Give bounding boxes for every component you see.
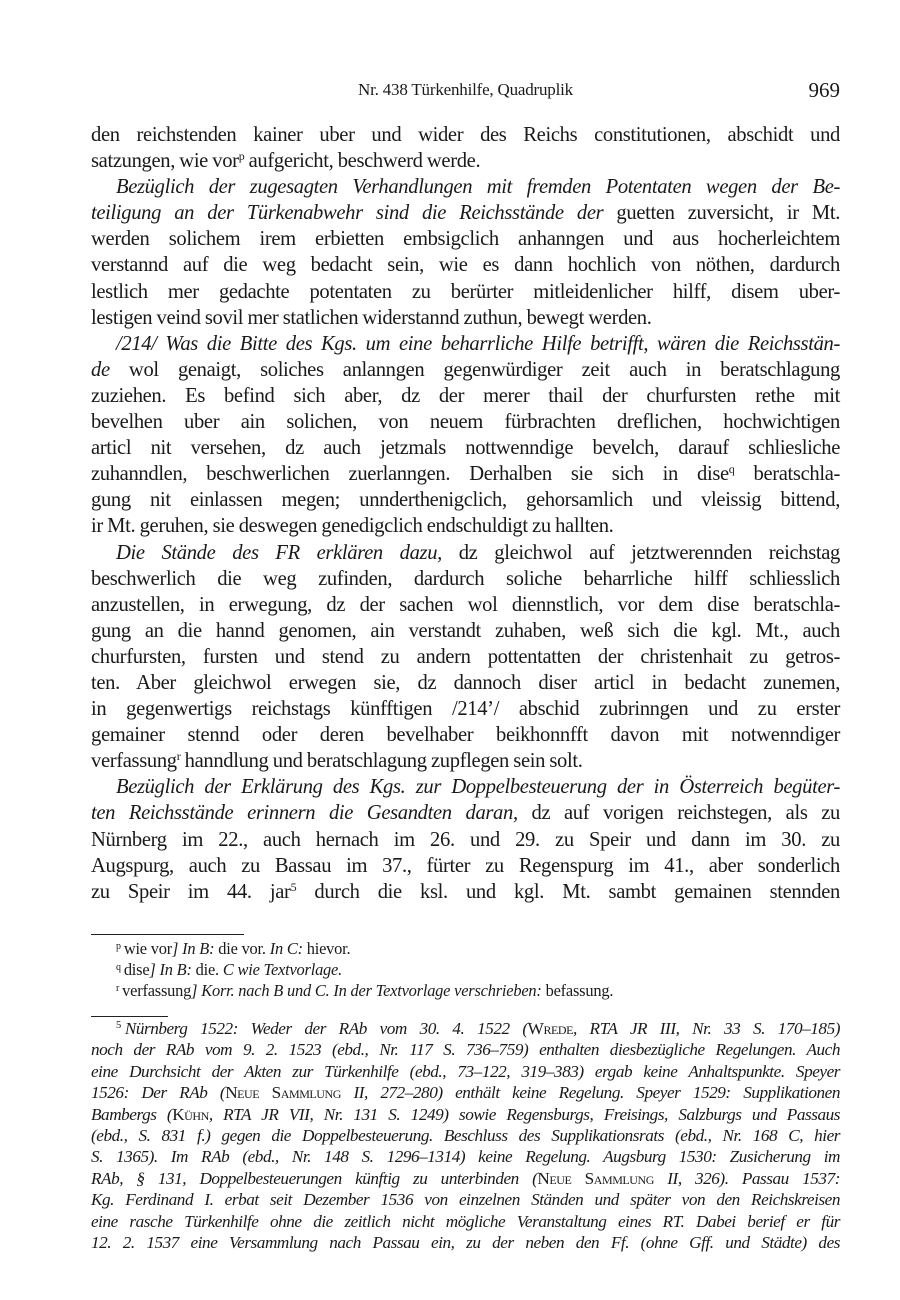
note-text: eine rasche Türkenhilfe ohne die zeitlich nicht mögliche Veranstaltung eines RT. Dabei berief er für	[91, 1211, 840, 1231]
footnote-line	[91, 1146, 840, 1167]
note-text: C wie Textvorlage.	[222, 960, 343, 979]
text-line	[91, 331, 840, 357]
source-text: ten. Aber gleichwol erwegen sie, dz dannoch diser articl in bedacht zunemen,	[91, 671, 840, 694]
source-text: wol genaigt, soliches anlanngen gegenwürdiger zeit auch in beratschlagung	[109, 358, 840, 381]
text-line	[91, 566, 840, 592]
text-line	[91, 383, 840, 409]
author-name: Wrede	[527, 1019, 573, 1038]
source-text: zuhanndlen, beschwerlichen zuerlanngen. Derhalben sie sich in dise	[91, 463, 729, 486]
source-text: zuziehen. Es befind sich aber, dz der merer thail der churfursten rethe mit	[91, 384, 840, 407]
note-text: (ebd., S. 831 f.) gegen die Doppelbesteuerung. Beschluss des Supplikationsrats (ebd., Nr. 168 C, hier	[91, 1125, 840, 1145]
source-text: verfassung	[91, 750, 177, 773]
note-text: II, 326). Passau 1537:	[653, 1168, 840, 1188]
note-text: 12. 2. 1537 eine Versammlung nach Passau ein, zu der neben den Ff. (ohne Gff. und Städte) des	[91, 1232, 840, 1252]
note-text: dise	[123, 960, 150, 979]
source-text: articl nit versehen, dz auch jetzmals nottwenndige bevelch, darauf schliesliche	[91, 437, 840, 460]
footnote-marker: p	[238, 149, 245, 164]
editorial-summary: de	[91, 358, 110, 381]
note-text: II, 272–280) enthält keine Regelung. Speyer 1529: Supplikationen	[340, 1083, 841, 1103]
historical-footnotes	[91, 1018, 840, 1253]
footnote-marker: q	[116, 962, 121, 973]
note-text: die.	[191, 960, 223, 979]
note-text: In C:	[269, 939, 303, 958]
note-text: ] Korr. nach B und C. In der Textvorlage verschrieben:	[191, 981, 542, 1000]
text-line	[91, 827, 840, 853]
source-text: in gegenwertigs reichstags künfftigen /214’/ abschid zubrinngen und zu erster	[91, 698, 840, 721]
source-text: guetten zuversicht, ir Mt.	[603, 202, 841, 225]
text-line	[91, 670, 840, 696]
source-text: zu Speir im 44. jar	[91, 880, 291, 903]
critical-note	[116, 959, 840, 980]
source-text: den reichstenden kainer uber und wider des Reichs constitutionen, abschidt und	[91, 124, 840, 146]
footnote-line	[91, 1018, 840, 1039]
source-text: verstannd auf die weg bedacht sein, wie es dann hochlich von nöthen, dardurch	[91, 254, 840, 277]
source-text: gung nit einlassen megen; unnderthenigclich, gehorsamlich und vleissig bittend,	[91, 489, 840, 512]
author-name: Neue Sammlung	[537, 1168, 654, 1188]
text-line	[91, 722, 840, 748]
text-line	[91, 774, 840, 800]
source-text: Augspurg, auch zu Bassau im 37., fürter zu Regenspurg im 41., aber sonderlich	[91, 854, 840, 877]
footnote-line	[91, 1039, 840, 1060]
editorial-summary: Die Stände des FR erklären dazu,	[116, 541, 442, 564]
note-text: , RTA JR III, Nr. 33 S. 170–185)	[572, 1019, 840, 1038]
text-line	[91, 748, 840, 774]
text-line	[91, 409, 840, 435]
author-name: Kühn	[172, 1104, 209, 1124]
source-text: dz auf vorigen reichstegen, als zu	[517, 802, 840, 825]
source-text: lestigen veind sovil mer statlichen widerstannd zuthun, bewegt werden.	[91, 306, 652, 329]
text-line	[91, 435, 840, 461]
text-line	[91, 226, 840, 252]
source-text: beschwerlich die weg zufinden, dardurch soliche beharrliche hilff schliesslich	[91, 567, 840, 590]
text-line	[91, 696, 840, 722]
source-text: gemainer stennd oder deren bevelhaber beikhonnfft davon mit notwenndiger	[91, 724, 840, 747]
source-text: ir Mt. geruhen, sie deswegen genedigclich endschuldigt zu hallten.	[91, 515, 614, 538]
page-number: 969	[808, 78, 840, 102]
text-line	[91, 644, 840, 670]
critical-apparatus	[116, 938, 840, 1001]
note-text: ] In B:	[172, 939, 215, 958]
note-text: verfassung	[122, 981, 192, 1000]
footnote-marker: 5	[116, 1020, 121, 1031]
editorial-summary: Bezüglich der zugesagten Verhandlungen mit fremden Potentaten wegen der Be-	[116, 176, 840, 199]
note-text: RAb, § 131, Doppelbesteuerungen künftig zu unterbinden (	[91, 1168, 538, 1188]
running-head	[91, 78, 840, 104]
source-text: hanndlung und beratschlagung zupflegen sein solt.	[180, 750, 583, 773]
text-line	[91, 487, 840, 513]
text-line	[91, 174, 840, 200]
note-text: Bambergs (	[91, 1104, 173, 1124]
footnote-marker: 5	[290, 879, 297, 894]
historical-notes-divider	[91, 1016, 168, 1017]
source-text: dz gleichwol auf jetztwerennden reichstag	[441, 541, 840, 564]
source-text: werden solichem irem erbietten embsigclich anhanngen und aus hocherleichtem	[91, 228, 840, 251]
note-text: 1526: Der RAb (	[91, 1083, 226, 1103]
source-text: lestlich mer gedachte potentaten zu berürter mitleidenlicher hilff, disem uber-	[91, 280, 840, 303]
note-text: eine Durchsicht der Akten zur Türkenhilfe (ebd., 73–122, 319–383) ergab keine Anhaltspunkte. Speyer	[91, 1061, 840, 1081]
footnote-line	[91, 1211, 840, 1232]
note-text: die vor.	[214, 939, 270, 958]
critical-note	[116, 938, 840, 959]
main-text	[91, 122, 840, 905]
text-line	[91, 279, 840, 305]
text-line	[91, 540, 840, 566]
text-line	[91, 200, 840, 226]
text-line	[91, 592, 840, 618]
footnote-line	[91, 1061, 840, 1082]
footnote-line	[91, 1232, 840, 1253]
text-line	[91, 800, 840, 826]
editorial-summary: ten Reichsstände erinnern die Gesandten daran,	[91, 802, 518, 825]
editorial-summary: teiligung an der Türkenabwehr sind die Reichsstände der	[91, 202, 604, 225]
text-line	[91, 148, 840, 174]
source-text: satzungen, wie vor	[91, 150, 239, 173]
source-text: gung an die hannd genomen, ain verstandt zuhaben, weß sich die kgl. Mt., auch	[91, 619, 840, 642]
note-text: Nürnberg 1522: Weder der RAb vom 30. 4. 1522 (	[124, 1019, 528, 1038]
source-text: Nürnberg im 22., auch hernach im 26. und 29. zu Speir und dann im 30. zu	[91, 828, 840, 851]
text-line	[91, 853, 840, 879]
source-text: anzustellen, in erwegung, dz der sachen wol diennstlich, vor dem dise beratschla-	[91, 593, 840, 616]
editorial-summary: Bezüglich der Erklärung des Kgs. zur Doppelbesteuerung der in Österreich begüter-	[116, 776, 840, 799]
text-line	[91, 461, 840, 487]
footnote-line	[91, 1189, 840, 1210]
footnote-marker: p	[116, 941, 121, 952]
note-text: noch der RAb vom 9. 2. 1523 (ebd., Nr. 117 S. 736–759) enthalten diesbezügliche Regelungen. Auch	[91, 1040, 840, 1060]
footnote-marker: r	[116, 983, 120, 994]
source-text: durch die ksl. und kgl. Mt. sambt gemainen stennden	[296, 880, 840, 903]
text-line	[91, 879, 840, 905]
text-line	[91, 252, 840, 278]
footnote-marker: q	[728, 462, 735, 477]
text-line	[91, 122, 840, 148]
running-title: Nr. 438 Türkenhilfe, Quadruplik	[358, 80, 573, 99]
source-text: aufgericht, beschwerd werde.	[244, 150, 481, 173]
text-line	[91, 305, 840, 331]
footnote-line	[91, 1125, 840, 1146]
note-text: wie vor	[123, 939, 173, 958]
note-text: Kg. Ferdinand I. erbat seit Dezember 1536 von einzelnen Ständen und später von den Reichskreisen	[91, 1190, 840, 1210]
critical-note	[116, 980, 840, 1001]
note-text: , RTA JR VII, Nr. 131 S. 1249) sowie Regensburgs, Freisings, Salzburgs und Passaus	[208, 1104, 840, 1124]
text-line	[91, 618, 840, 644]
footnote-marker: r	[176, 749, 181, 764]
source-text: beratschla-	[734, 463, 841, 486]
author-name: Neue Sammlung	[225, 1083, 341, 1103]
footnote-line	[91, 1168, 840, 1189]
critical-notes-divider	[91, 934, 244, 935]
note-text: S. 1365). Im RAb (ebd., Nr. 148 S. 1296–1314) keine Regelung. Augsburg 1530: Zusicherung im	[91, 1147, 840, 1167]
note-text: ] In B:	[149, 960, 192, 979]
source-text: churfursten, fursten und stend zu andern pottentatten der christenhait zu getros-	[91, 645, 840, 668]
source-text: bevelhen uber ain solichen, von neuem fürbrachten dreflichen, hochwichtigen	[91, 411, 840, 434]
footnote-line	[91, 1104, 840, 1125]
editorial-summary: /214/ Was die Bitte des Kgs. um eine beharrliche Hilfe betrifft, wären die Reichsstän-	[116, 332, 840, 355]
note-text: hievor.	[302, 939, 351, 958]
text-line	[91, 357, 840, 383]
footnote-line	[91, 1082, 840, 1103]
note-text: befassung.	[541, 981, 614, 1000]
text-line	[91, 513, 840, 539]
